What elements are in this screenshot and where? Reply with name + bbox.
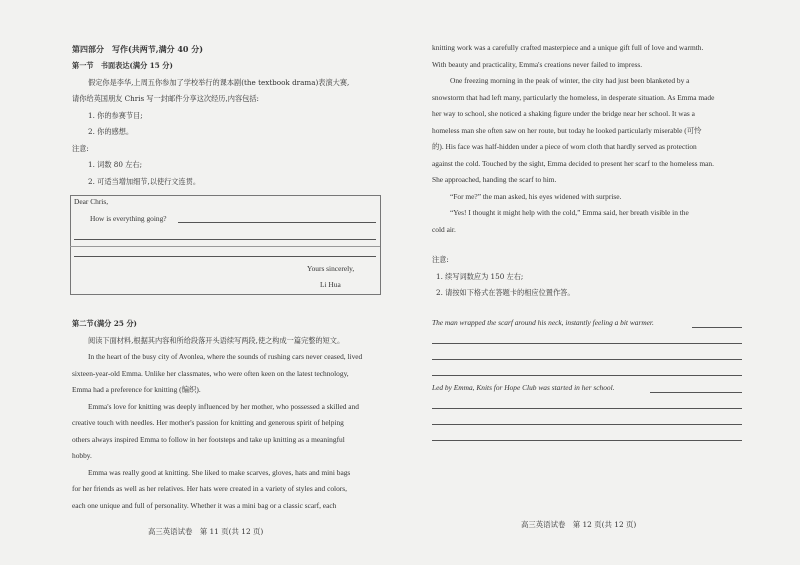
passage-line: With beauty and practicality, Emma's creations never failed to impress.	[432, 60, 643, 69]
passage-line: Emma had a preference for knitting (编织).	[72, 385, 201, 394]
box-divider	[70, 246, 380, 247]
letter-signature: Li Hua	[320, 280, 341, 289]
passage-line: cold air.	[432, 225, 456, 234]
answer-line	[650, 392, 742, 393]
page-footer: 高三英语试卷 第 12 页(共 12 页)	[521, 520, 637, 529]
answer-line	[432, 440, 742, 441]
exam-page-12	[400, 0, 800, 565]
passage-line: She approached, handing the scarf to him.	[432, 175, 557, 184]
passage-line: knitting work was a carefully crafted masterpiece and a unique gift full of love and warmth.	[432, 43, 704, 52]
passage-line: each one unique and full of personality. Whether it was a mini bag or a classic scarf, each	[72, 501, 337, 510]
passage-line: her way to school, she noticed a shaking figure under the bridge near her school. It was a	[432, 109, 695, 118]
note-1: 1. 续写词数应为 150 左右;	[436, 272, 524, 281]
passage-line: against the cold. Touched by the sight, Emma decided to present her scarf to the homeless man.	[432, 159, 714, 168]
answer-line	[692, 327, 742, 328]
note-2: 2. 请按如下格式在答题卡的相应位置作答。	[436, 288, 575, 297]
letter-salutation: Dear Chris,	[74, 197, 109, 206]
answer-line	[432, 424, 742, 425]
section1-note-2: 2. 可适当增加细节,以使行文连贯。	[88, 177, 201, 186]
section1-title: 第一节 书面表达(满分 15 分)	[72, 61, 173, 70]
paragraph1-opening: The man wrapped the scarf around his neck, instantly feeling a bit warmer.	[432, 318, 654, 327]
answer-line	[178, 222, 376, 223]
section1-note-1: 1. 词数 80 左右;	[88, 160, 143, 169]
passage-line: snowstorm that had left many, particularly the homeless, in desperate situation. As Emma made	[432, 93, 715, 102]
answer-line	[74, 256, 376, 257]
page-footer: 高三英语试卷 第 11 页(共 12 页)	[148, 527, 264, 536]
passage-line: “Yes! I thought it might help with the cold,” Emma said, her breath visible in the	[450, 208, 689, 217]
passage-line: homeless man she often saw on her route, but today he looked particularly miserable (可怜	[432, 126, 702, 135]
passage-line: Emma's love for knitting was deeply influenced by her mother, who possessed a skilled and	[88, 402, 359, 411]
section2-prompt: 阅读下面材料,根据其内容和所给段落开头语续写两段,使之构成一篇完整的短文。	[88, 336, 345, 345]
answer-line	[74, 239, 376, 240]
section1-prompt-line1: 假定你是李华,上周五你参加了学校举行的课本剧(the textbook drama)表演大赛,	[88, 78, 350, 87]
passage-line: 的). His face was half-hidden under a piece of worn cloth that hardly served as protection	[432, 142, 697, 151]
passage-line: creative touch with needles. Her mother's passion for knitting and generous spirit of helping	[72, 418, 344, 427]
answer-line	[432, 375, 742, 376]
answer-line	[432, 408, 742, 409]
passage-line: others always inspired Emma to follow in her footsteps and take up knitting as a meaningful	[72, 435, 345, 444]
section1-point-1: 1. 你的参赛节目;	[88, 111, 143, 120]
passage-line: “For me?” the man asked, his eyes widened with surprise.	[450, 192, 622, 201]
letter-closing: Yours sincerely,	[307, 264, 355, 273]
passage-line: In the heart of the busy city of Avonlea, where the sounds of rushing cars never ceased, lived	[88, 352, 363, 361]
answer-line	[432, 343, 742, 344]
passage-line: One freezing morning in the peak of winter, the city had just been blanketed by a	[450, 76, 690, 85]
section1-notes-label: 注意:	[72, 144, 89, 153]
section1-prompt-line2: 请你给英国朋友 Chris 写一封邮件分享这次经历,内容包括:	[72, 94, 259, 103]
paragraph2-opening: Led by Emma, Knits for Hope Club was started in her school.	[432, 383, 615, 392]
passage-line: Emma was really good at knitting. She liked to make scarves, gloves, hats and mini bags	[88, 468, 351, 477]
part-title: 第四部分 写作(共两节,满分 40 分)	[72, 44, 204, 54]
notes-label: 注意:	[432, 255, 449, 264]
answer-line	[432, 359, 742, 360]
passage-line: hobby.	[72, 451, 92, 460]
section2-title: 第二节(满分 25 分)	[72, 319, 137, 328]
section1-point-2: 2. 你的感想。	[88, 127, 134, 136]
passage-line: sixteen-year-old Emma. Unlike her classmates, who were often keen on the latest technology,	[72, 369, 349, 378]
passage-line: for her friends as well as her relatives. Her hats were created in a variety of styles and colors,	[72, 484, 347, 493]
letter-opening: How is everything going?	[90, 214, 167, 223]
